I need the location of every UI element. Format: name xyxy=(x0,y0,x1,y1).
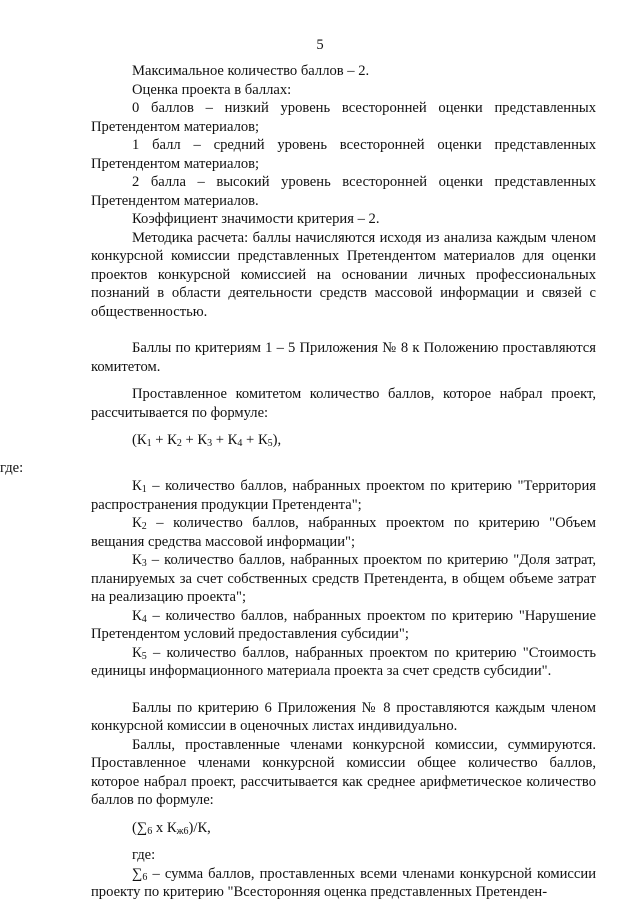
score-1-line: 1 балл – средний уровень всесторонней оценки представленных Претендентом материалов; xyxy=(91,137,596,172)
coefficient-line: Коэффициент значимости критерия – 2. xyxy=(132,211,380,227)
sum-members-paragraph: Баллы, проставленные членами конкурсной комиссии, суммируются. Проставленное членами конкурсной комиссии общее количество баллов, которое набрал проект, рассчитывается как среднее арифметическое количество баллов по формуле: xyxy=(91,736,596,808)
committee-calc-paragraph: Проставленное комитетом количество баллов, которое набрал проект, рассчитывается по формуле: xyxy=(91,386,596,421)
document-body xyxy=(0,62,597,902)
score-0-line: 0 баллов – низкий уровень всесторонней оценки представленных Претендентом материалов; xyxy=(91,100,596,135)
formula-committee: $(К_1 + К_2 + К_3 + К_4 + К_5)$, xyxy=(132,432,282,449)
k2-definition: $К_2$ – количество баллов, набранных проектом по критерию "Объем вещания средства массовой информации"; xyxy=(91,515,596,550)
k1-definition: $К_1$ – количество баллов, набранных проектом по критерию "Территория распространения продукции Претендента"; xyxy=(91,478,596,513)
eval-heading: Оценка проекта в баллах: xyxy=(132,81,292,98)
k5-definition: $К_5$ – количество баллов, набранных проектом по критерию "Стоимость единицы информационного материала проекта за счет средств субсидии". xyxy=(91,644,596,679)
where-label-1: где: xyxy=(0,459,24,476)
max-score-line: Максимальное количество баллов – 2. xyxy=(132,63,370,79)
k3-definition: $К_3$ – количество баллов, набранных проектом по критерию "Доля затрат, планируемых за счет собственных средств Претендента, в общем объеме затрат на реализацию проекта"; xyxy=(91,552,597,605)
method-paragraph: Методика расчета: баллы начисляются исходя из анализа каждым членом конкурсной комиссии представленных Претендентом материалов для оценки проектов конкурсной комиссией на основании личных профессиональных познаний в области деятельности средств массовой информации и связей с общественностью. xyxy=(91,229,596,320)
formula-members: ($\sum_6$ х $К_{ж6})/К$, xyxy=(132,819,211,837)
page-number: 5 xyxy=(316,37,324,53)
criteria-6-paragraph: Баллы по критерию 6 Приложения № 8 проставляются каждым членом конкурсной комиссии в оценочных листах индивидуально. xyxy=(91,699,596,734)
sigma-definition: $\sum_6$ – сумма баллов, проставленных всеми членами конкурсной комиссии проекту по критерию "Всесторонняя оценка представленных Претенден- xyxy=(91,865,596,900)
criteria-1-5-paragraph: Баллы по критериям 1 – 5 Приложения № 8 к Положению проставляются комитетом. xyxy=(91,340,596,375)
k4-definition: $К_4$ – количество баллов, набранных проектом по критерию "Нарушение Претендентом условий предоставления субсидии"; xyxy=(91,607,596,642)
where-label-2: где: xyxy=(132,847,156,863)
score-2-line: 2 балла – высокий уровень всесторонней оценки представленных Претендентом материалов. xyxy=(91,174,596,209)
